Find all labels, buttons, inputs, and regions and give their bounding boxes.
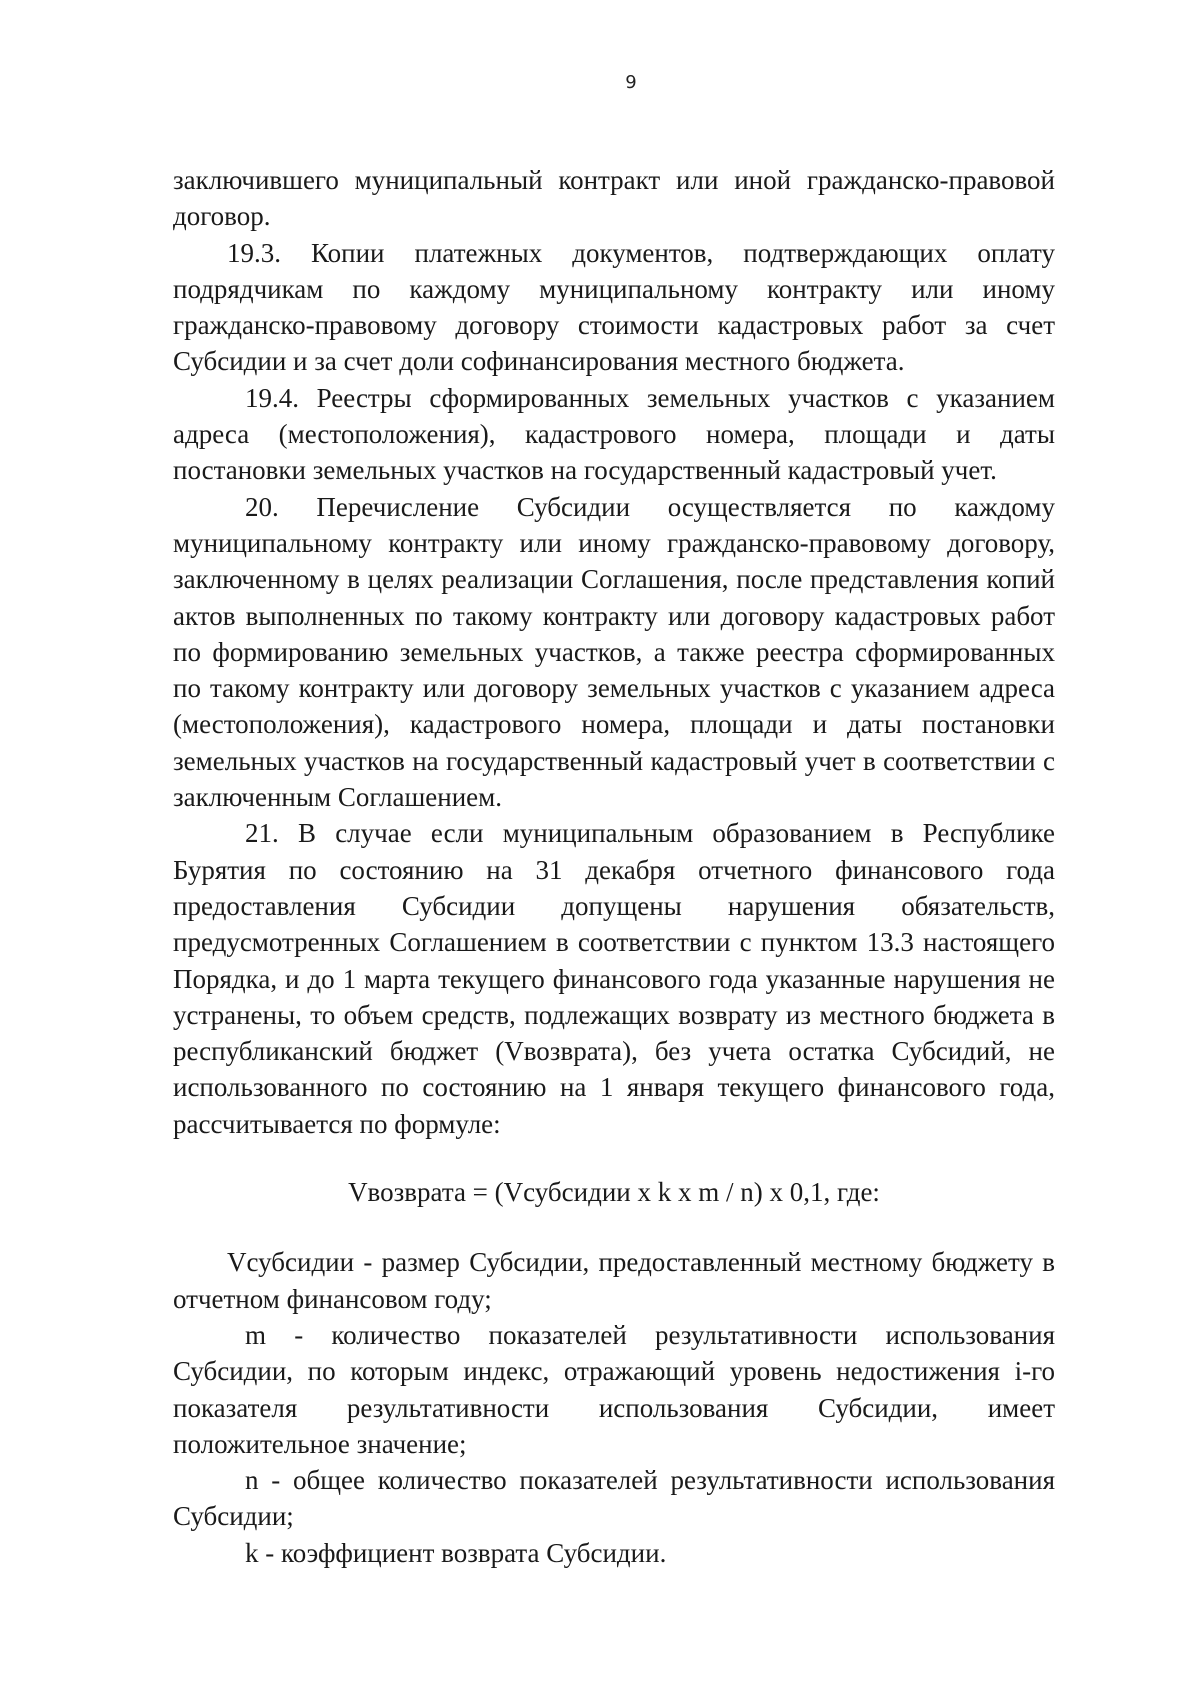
- definition-m: m - количество показателей результативности использования Субсидии, по которым индекс, отражающий уровень недостижения i-го показателя результативности использования Субсидии, имеет положительное значение;: [173, 1319, 1055, 1459]
- paragraph-continuation: заключившего муниципальный контракт или иной гражданско-правовой договор.: [173, 165, 1055, 232]
- page-number: 9: [625, 72, 637, 93]
- definition-k: k - коэффициент возврата Субсидии.: [245, 1537, 667, 1568]
- paragraph-19-3: 19.3. Копии платежных документов, подтверждающих оплату подрядчикам по каждому муниципальному контракту или иному гражданско-правовому договору стоимости кадастровых работ за счет Субсидии и за счет доли софинансирования местного бюджета.: [173, 237, 1055, 377]
- definition-vsubsidii: Vсубсидии - размер Субсидии, предоставленный местному бюджету в отчетном финансовом году;: [173, 1247, 1055, 1314]
- paragraph-21: 21. В случае если муниципальным образованием в Республике Бурятия по состоянию на 31 декабря отчетного финансового года предоставления Субсидии допущены нарушения обязательств, предусмотренных Соглашением в соответствии с пунктом 13.3 настоящего Порядка, и до 1 марта текущего финансового года указанные нарушения не устранены, то объем средств, подлежащих возврату из местного бюджета в республиканский бюджет (Vвозврата), без учета остатка Субсидий, не использованного по состоянию на 1 января текущего финансового года, рассчитывается по формуле:: [173, 818, 1055, 1139]
- document-body: [173, 162, 1055, 1571]
- paragraph-19-4: 19.4. Реестры сформированных земельных участков с указанием адреса (местоположения), кадастрового номера, площади и даты постановки земельных участков на государственный кадастровый учет.: [173, 382, 1055, 486]
- formula: Vвозврата = (Vсубсидии x k x m / n) x 0,1, где:: [348, 1177, 880, 1208]
- definition-n: n - общее количество показателей результативности использования Субсидии;: [173, 1465, 1055, 1532]
- paragraph-20: 20. Перечисление Субсидии осуществляется по каждому муниципальному контракту или иному гражданско-правовому договору, заключенному в целях реализации Соглашения, после представления копий актов выполненных по такому контракту или договору кадастровых работ по формированию земельных участков, а также реестра сформированных по такому контракту или договору земельных участков с указанием адреса (местоположения), кадастрового номера, площади и даты постановки земельных участков на государственный кадастровый учет в соответствии с заключенным Соглашением.: [173, 491, 1055, 813]
